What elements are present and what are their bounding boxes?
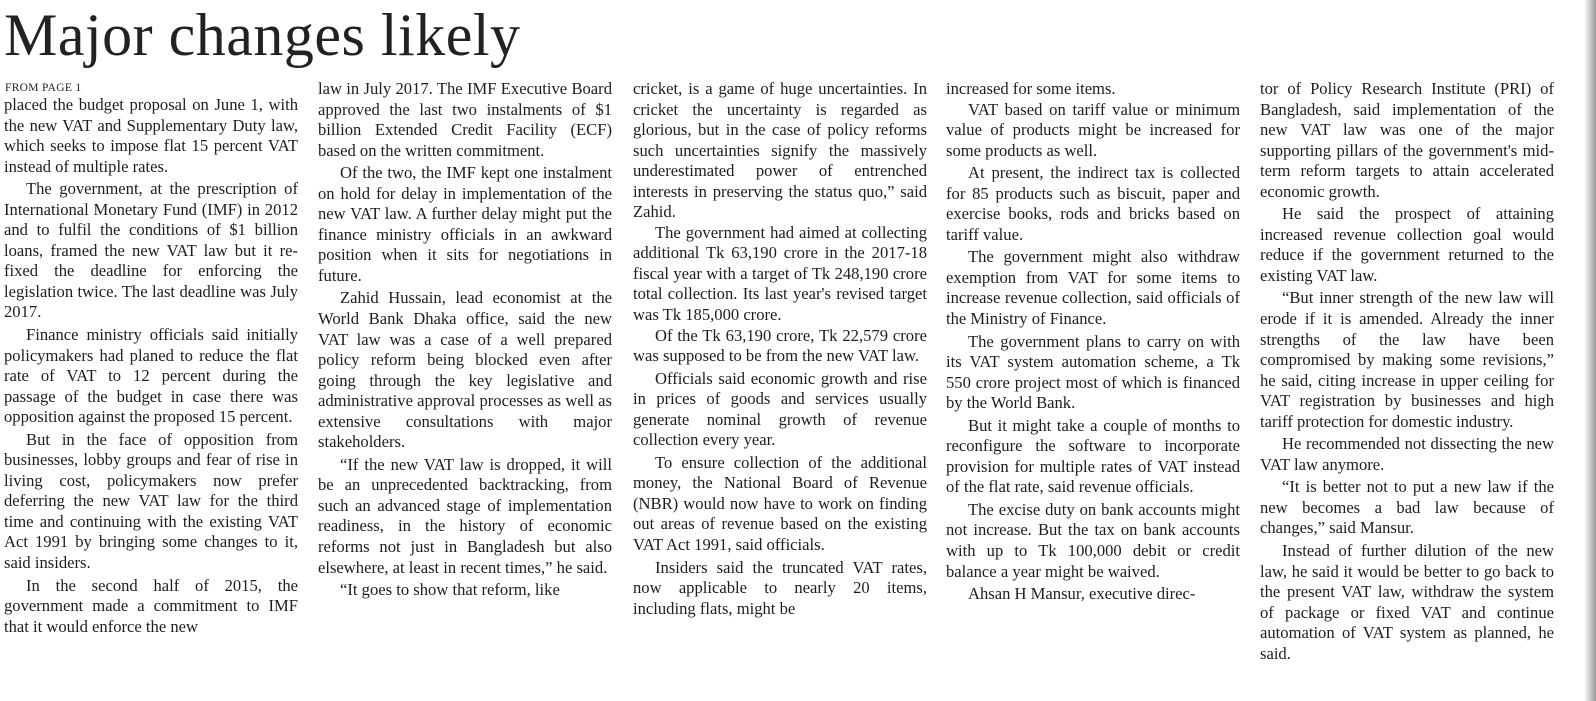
paragraph: He said the prospect of attaining increased revenue collection goal would reduce if the government returned to the existing VAT law. xyxy=(1260,204,1554,285)
paragraph: But in the face of opposition from businesses, lobby groups and fear of rise in living cost, policymakers now prefer deferring the new VAT law for the third time and continuing with the existing VAT Act 1991 by bringing some changes to it, said insiders. xyxy=(4,429,298,573)
paragraph: “If the new VAT law is dropped, it will be an unprecedented backtracking, from such an advanced stage of implementation readiness, in the history of economic reforms not just in Bangladesh but also elsewhere, at least in recent times,” he said. xyxy=(318,454,612,577)
paragraph: Officials said economic growth and rise in prices of goods and services usually generate nominal growth of revenue collection every year. xyxy=(633,368,927,450)
paragraph: He recommended not dissecting the new VAT law anymore. xyxy=(1260,434,1554,474)
paragraph: Insiders said the truncated VAT rates, now applicable to nearly 20 items, including flats, might be xyxy=(633,557,927,618)
paragraph: The government, at the prescription of International Monetary Fund (IMF) in 2012 and to fulfil the conditions of $1 billion loans, framed the new VAT law but it re-fixed the deadline for enforcing the legislation twice. The last deadline was July 2017. xyxy=(4,179,298,322)
article-column-4 xyxy=(946,79,1240,605)
paragraph: Of the Tk 63,190 crore, Tk 22,579 crore was supposed to be from the new VAT law. xyxy=(633,325,927,366)
article-column-3 xyxy=(633,79,927,619)
paragraph: Instead of further dilution of the new law, he said it would be better to go back to the present VAT law, withdraw the system of package or fixed VAT and continue automation of VAT system as planned, he said. xyxy=(1260,541,1554,663)
paragraph: VAT based on tariff value or minimum value of products might be increased for some products as well. xyxy=(946,99,1240,160)
paragraph: The government plans to carry on with its VAT system automation scheme, a Tk 550 crore project most of which is financed by the World Bank. xyxy=(946,331,1240,413)
paragraph: placed the budget proposal on June 1, with the new VAT and Supplementary Duty law, which seeks to impose flat 15 percent VAT instead of multiple rates. xyxy=(4,95,298,176)
paragraph: The excise duty on bank accounts might not increase. But the tax on bank accounts with up to Tk 100,000 debit or credit balance a year might be waived. xyxy=(946,499,1240,581)
paragraph: Zahid Hussain, lead economist at the World Bank Dhaka office, said the new VAT law was a case of a well prepared policy reform being blocked even after going through the key legislative and administrative approval processes as well as extensive consultations with major stakeholders. xyxy=(318,288,612,452)
paragraph: In the second half of 2015, the government made a commitment to IMF that it would enforce the new xyxy=(4,575,298,636)
paragraph: But it might take a couple of months to reconfigure the software to incorporate provision for multiple rates of VAT instead of the flat rate, said revenue officials. xyxy=(946,415,1240,497)
paragraph: Ahsan H Mansur, executive direc- xyxy=(968,584,1196,604)
paragraph: Finance ministry officials said initially policymakers had planed to reduce the flat rate of VAT to 12 percent during the passage of the budget in case there was opposition against the proposed 15 percent. xyxy=(4,325,298,427)
paragraph: tor of Policy Research Institute (PRI) of Bangladesh, said implementation of the new VAT law was one of the major supporting pillars of the government's mid-term reform targets to attain accelerated economic growth. xyxy=(1260,79,1554,201)
paragraph: “It is better not to put a new law if the new becomes a bad law because of changes,” said Mansur. xyxy=(1260,477,1554,538)
article-column-5 xyxy=(1260,79,1554,664)
paragraph: At present, the indirect tax is collected for 85 products such as biscuit, paper and exercise books, rods and bricks based on tariff value. xyxy=(946,163,1240,244)
dateline: FROM PAGE 1 xyxy=(5,82,82,94)
paragraph: law in July 2017. The IMF Executive Board approved the last two instalments of $1 billion Extended Credit Facility (ECF) based on the written commitment. xyxy=(318,79,612,160)
article-column-2 xyxy=(318,79,612,601)
paragraph: “It goes to show that reform, like xyxy=(340,580,560,600)
paragraph: “But inner strength of the new law will erode if it is amended. Already the inner strengths of the law have been compromised by making some revisions,” he said, citing increase in upper ceiling for VAT registration by businesses and high tariff protection for domestic industry. xyxy=(1260,288,1554,431)
paragraph: cricket, is a game of huge uncertainties. In cricket the uncertainty is regarded as glorious, but in the case of policy reforms such uncertainties signify the massively underestimated power of entrenched interests in preserving the status quo,” said Zahid. xyxy=(633,79,927,222)
headline: Major changes likely xyxy=(4,2,521,68)
paragraph: To ensure collection of the additional money, the National Board of Revenue (NBR) would now have to work on finding out areas of revenue based on the existing VAT Act 1991, said officials. xyxy=(633,452,927,555)
article-column-1 xyxy=(4,95,298,637)
paragraph: The government had aimed at collecting additional Tk 63,190 crore in the 2017-18 fiscal year with a target of Tk 248,190 crore total collection. Its last year's revised target was Tk 185,000 crore. xyxy=(633,222,927,325)
paragraph: The government might also withdraw exemption from VAT for some items to increase revenue collection, said officials of the Ministry of Finance. xyxy=(946,247,1240,329)
paragraph: Of the two, the IMF kept one instalment on hold for delay in implementation of the new VAT law. A further delay might put the finance ministry officials in an awkward position when it sits for negotiations in future. xyxy=(318,163,612,285)
paragraph: increased for some items. xyxy=(946,79,1116,98)
page-edge-shadow xyxy=(1584,0,1596,701)
